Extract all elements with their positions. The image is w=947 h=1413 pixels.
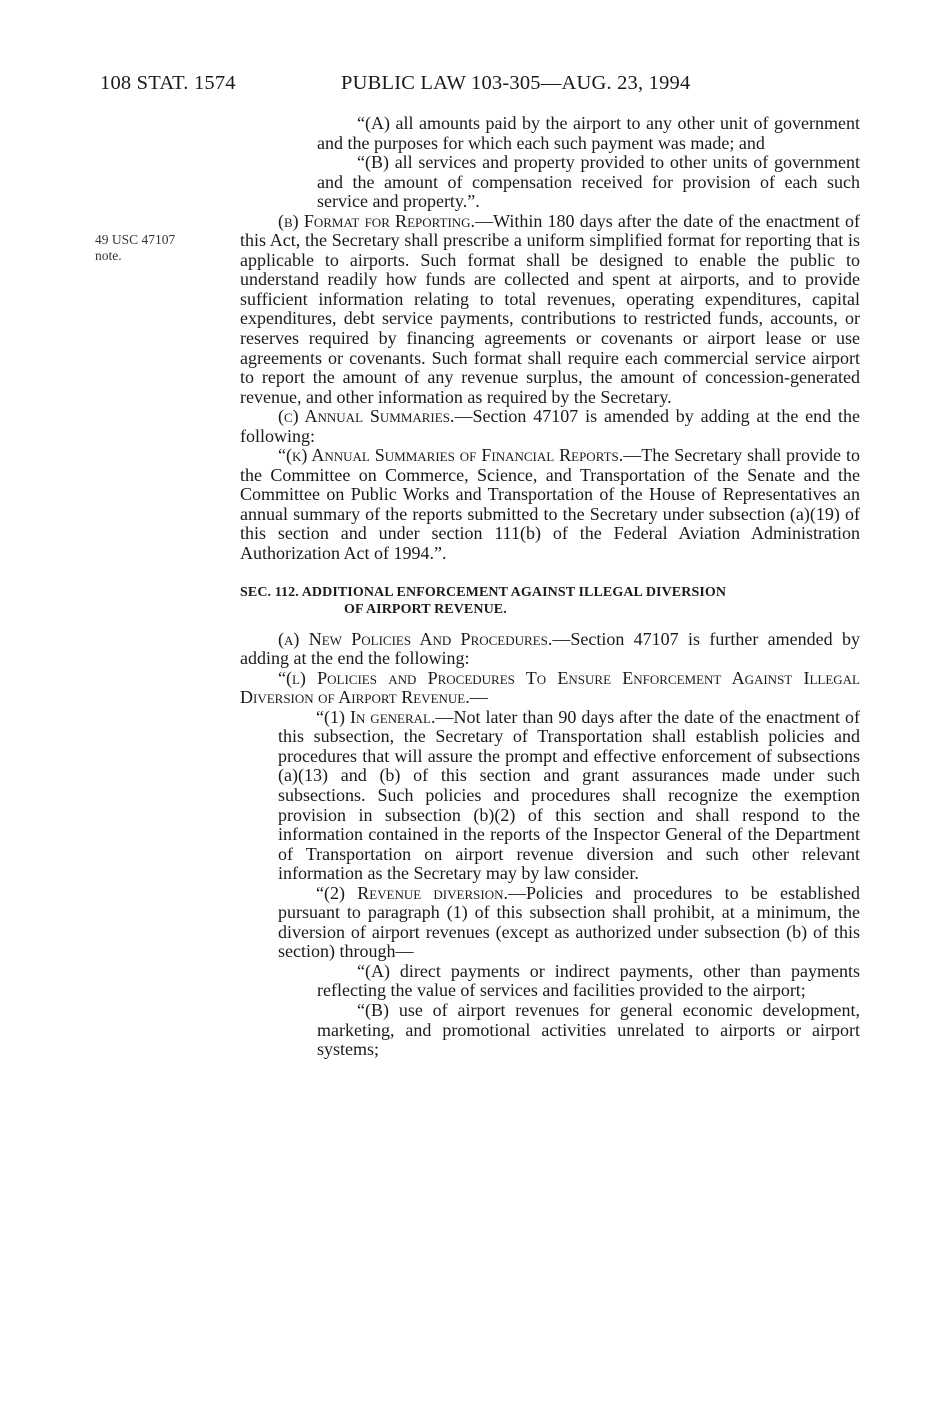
section-heading-line1: SEC. 112. ADDITIONAL ENFORCEMENT AGAINST ILLEGAL DIVERSION (240, 584, 727, 600)
paragraph-1-text: —Not later than 90 days after the date of the enactment of this subsection, the Secretary of Transportation shall establish policies and procedures that will assure the prompt and effective enforcement of subsections (a)(13) and (b) of this section and grant assurances made under such subsections. Such policies and procedures shall recognize the exemption provision in subsection (b)(2) of this section and shall respond to the information contained in the reports of the Inspector General of the Department of Transportation on airport revenue diversion and such other relevant information as the Secretary may by law consider. (278, 706, 860, 884)
paragraph-2-heading: “(2) Revenue diversion. (316, 882, 508, 903)
paragraph-1 (240, 708, 860, 884)
margin-note-citation: 49 USC 47107 (95, 232, 176, 247)
public-law-title: PUBLIC LAW 103-305—AUG. 23, 1994 (341, 72, 691, 94)
subsection-c (240, 407, 860, 446)
section-heading (240, 584, 860, 618)
subsection-b-text: —Within 180 days after the date of the enactment of this Act, the Secretary shall prescribe a uniform simplified format for reporting that is applicable to airports. Such format shall be designed to enable the public to understand readily how funds are collected and spent at airports, and to provide sufficient information relating to total revenues, operating expenditures, capital expenditures, debt service payments, contributions to restricted funds, accounts, or reserves required by financing agreements or covenants or airport lease or use agreements or covenants. Such format shall require each commercial service airport to report the amount of any revenue surplus, the amount of concession-generated revenue, and other information as required by the Secretary. (240, 210, 860, 407)
subsection-l-text: — (469, 687, 488, 708)
section-heading-line2: OF AIRPORT REVENUE. (344, 601, 507, 617)
subsection-a-new (240, 630, 860, 669)
paragraph-2 (240, 884, 860, 962)
subsection-b (240, 212, 860, 407)
subparagraph-a: “(A) direct payments or indirect payments, other than payments reflecting the value of services and facilities provided to the airport; (317, 960, 860, 1001)
subsection-k (240, 446, 860, 563)
paragraph-2-text: —Policies and procedures to be established pursuant to paragraph (1) of this subsection shall prohibit, at a minimum, the diversion of airport revenues (except as authorized under subsection (b) of this section) through— (278, 882, 860, 962)
subparagraph-b: “(B) use of airport revenues for general economic development, marketing, and promotional activities unrelated to airports or airport systems; (317, 999, 860, 1060)
page-header (100, 72, 860, 102)
margin-note-label: note. (95, 248, 122, 263)
subsection-b-heading: (b) Format for Reporting. (278, 210, 476, 231)
clause-b: “(B) all services and property provided to other units of government and the amount of compensation received for provision of each such service and property.”. (317, 152, 860, 212)
subsection-a-new-heading: (a) New Policies And Procedures. (278, 628, 553, 649)
subsection-c-text: —Section 47107 is amended by adding at the end the following: (240, 406, 860, 446)
subsection-l-heading: “(l) Policies and Procedures To Ensure Enforcement Against Illegal Diversion of Airport Revenue. (240, 667, 860, 708)
subsection-a-new-text: —Section 47107 is further amended by adding at the end the following: (240, 628, 860, 669)
clause-a: “(A) all amounts paid by the airport to any other unit of government and the purposes for which each such payment was made; and (317, 113, 860, 153)
body-text (240, 114, 860, 1060)
subsection-c-heading: (c) Annual Summaries. (278, 406, 455, 427)
statute-page-number: 108 STAT. 1574 (100, 72, 236, 94)
subsection-k-heading: “(k) Annual Summaries of Financial Reports. (278, 445, 624, 466)
paragraph-1-heading: “(1) In general. (316, 706, 436, 727)
subsection-k-text: —The Secretary shall provide to the Committee on Commerce, Science, and Transportation of the Senate and the Committee on Public Works and Transportation of the House of Representatives an annual summary of the reports submitted to the Secretary under subsection (a)(19) of this section and under section 111(b) of the Federal Aviation Administration Authorization Act of 1994.”. (240, 445, 860, 564)
margin-note (95, 232, 175, 264)
subsection-l (240, 669, 860, 708)
